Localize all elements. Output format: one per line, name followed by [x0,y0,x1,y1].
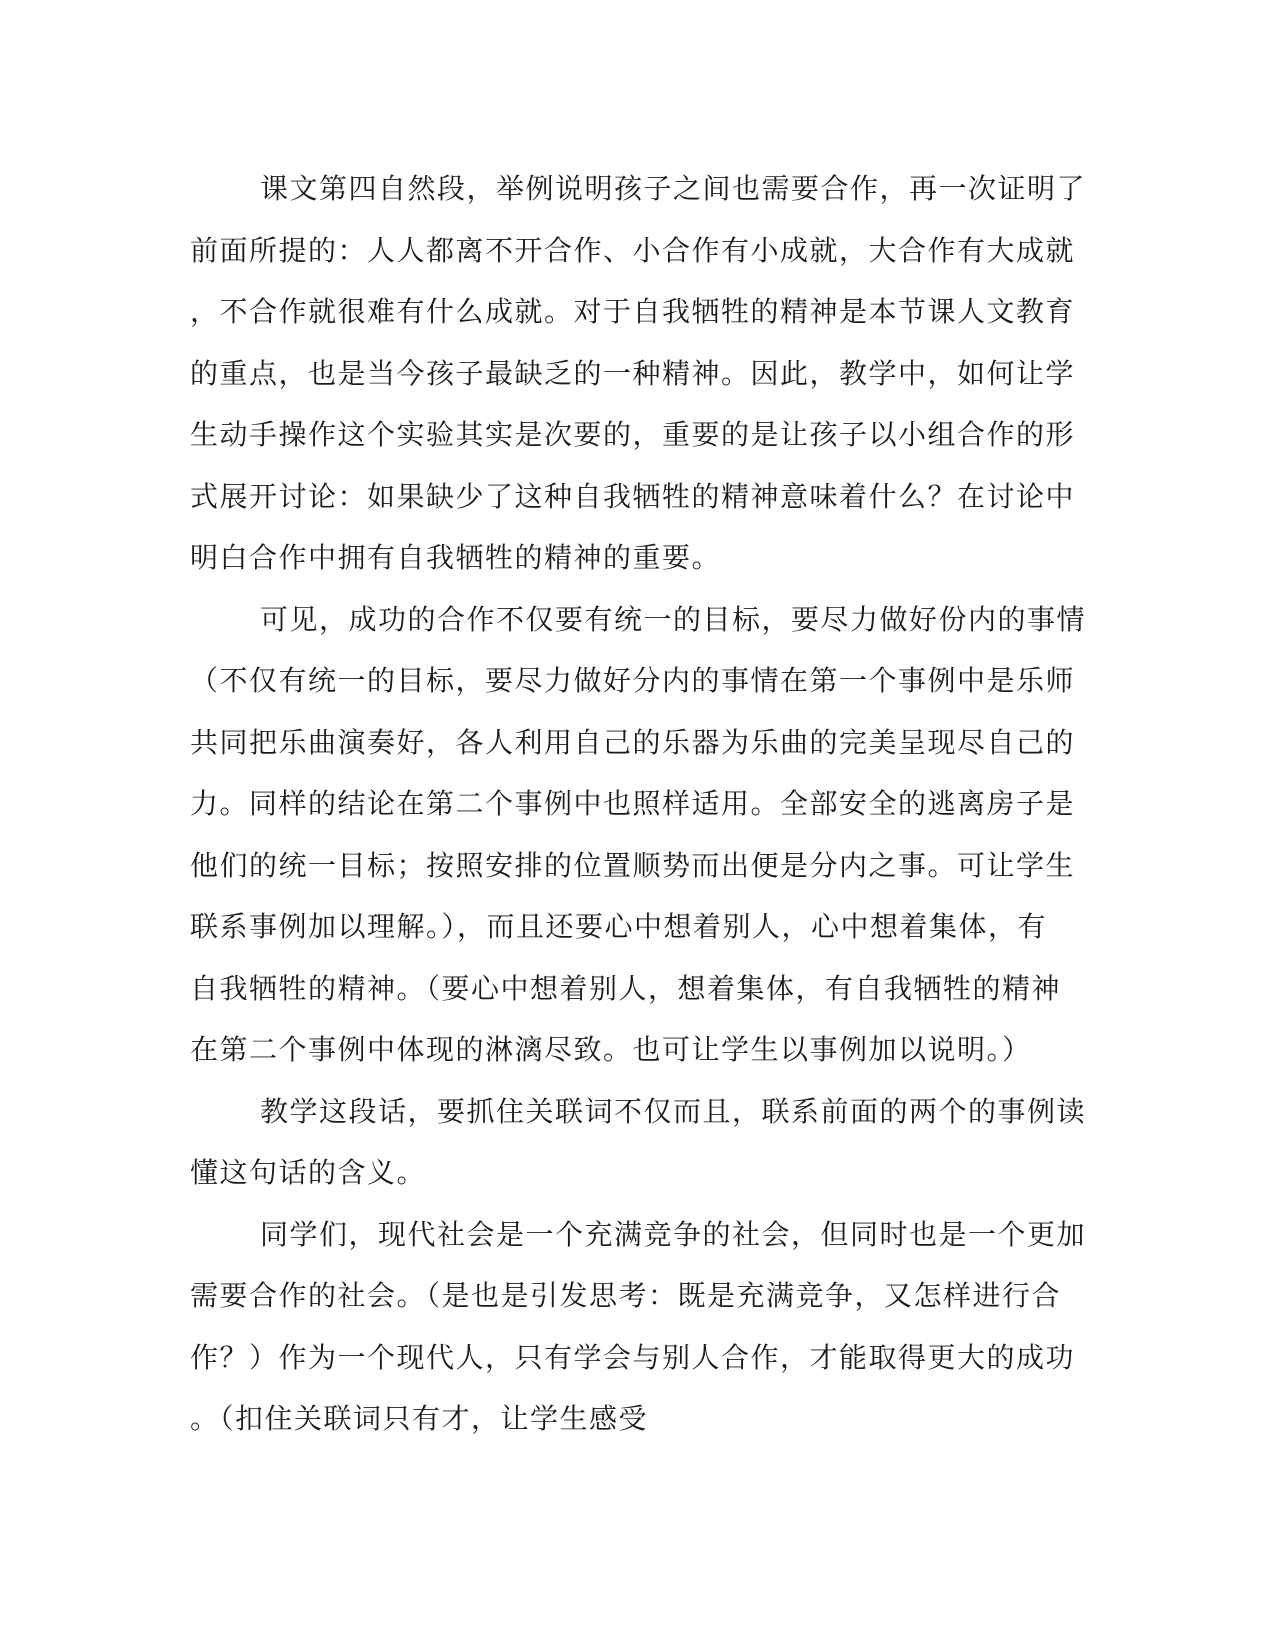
paragraph-line: （不仅有统一的目标，要尽力做好分内的事情在第一个事例中是乐师 [190,664,1076,697]
paragraph-line: 前面所提的：人人都离不开合作、小合作有小成就，大合作有大成就 [190,233,1076,267]
paragraph-line: 。（扣住关联词只有才，让学生感受 [190,1402,649,1435]
paragraph-line: 可见，成功的合作不仅要有统一的目标，要尽力做好份内的事情 [260,602,1087,636]
paragraph-line: 在第二个事例中体现的淋漓尽致。也可让学生以事例加以说明。） [190,1033,1032,1066]
paragraph-line: 式展开讨论：如果缺少了这种自我牺牲的精神意味着什么？在讨论中 [190,479,1076,513]
paragraph-line: 自我牺牲的精神。（要心中想着别人，想着集体，有自我牺牲的精神 [190,971,1062,1005]
paragraph-line: 懂这句话的含义。 [190,1156,427,1189]
paragraph-line: 同学们，现代社会是一个充满竞争的社会，但同时也是一个更加 [260,1217,1087,1251]
paragraph-line: 他们的统一目标；按照安排的位置顺势而出便是分内之事。可让学生 [190,848,1076,882]
document-body [190,158,1090,1450]
paragraph-line: 力。同样的结论在第二个事例中也照样适用。全部安全的逃离房子是 [190,787,1076,820]
paragraph-line: 生动手操作这个实验其实是次要的，重要的是让孩子以小组合作的形 [190,418,1076,451]
paragraph-line: 教学这段话，要抓住关联词不仅而且，联系前面的两个的事例读 [260,1094,1087,1128]
paragraph-line: 课文第四自然段，举例说明孩子之间也需要合作，再一次证明了 [260,172,1087,205]
paragraph-line: 联系事例加以理解。），而且还要心中想着别人，心中想着集体，有 [190,910,1048,943]
paragraph-line: 作？）作为一个现代人，只有学会与别人合作，才能取得更大的成功 [190,1340,1076,1374]
paragraph-line: 的重点，也是当今孩子最缺乏的一种精神。因此，教学中，如何让学 [190,356,1076,390]
paragraph-line: 共同把乐曲演奏好，各人利用自己的乐器为乐曲的完美呈现尽自己的 [190,725,1076,759]
paragraph-line: 明白合作中拥有自我牺牲的精神的重要。 [190,541,722,574]
paragraph-line: ，不合作就很难有什么成就。对于自我牺牲的精神是本节课人文教育 [190,295,1076,328]
paragraph-line: 需要合作的社会。（是也是引发思考：既是充满竞争，又怎样进行合 [190,1279,1062,1312]
